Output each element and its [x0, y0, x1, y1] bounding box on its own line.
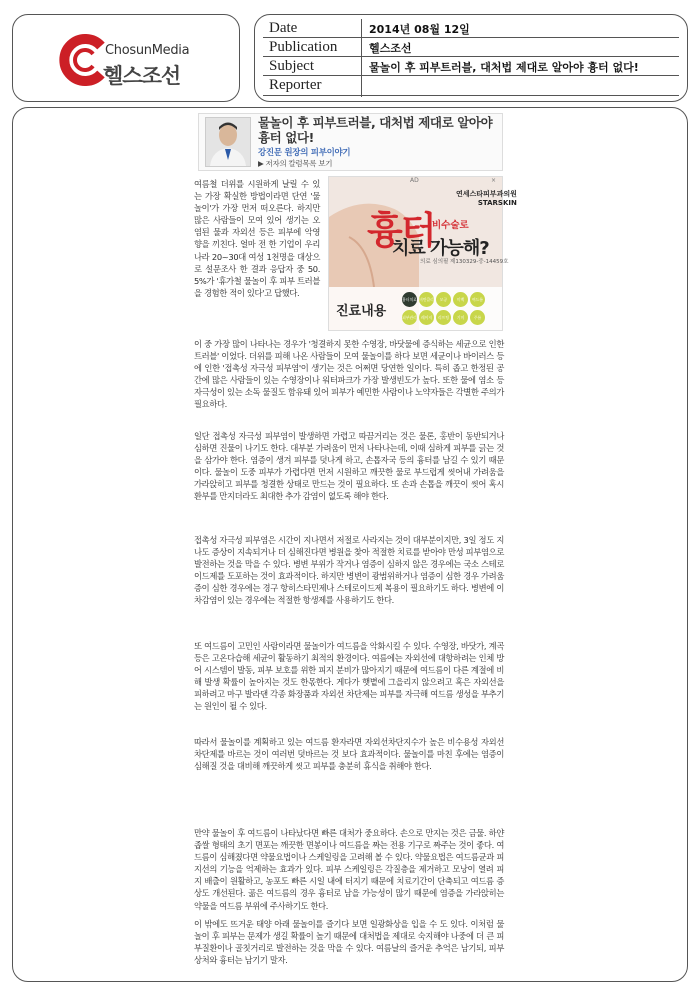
article-paragraph: 따라서 물놀이를 계획하고 있는 여드름 환자라면 자외선차단지수가 높은 비수용성 자외선 차단제를 바르는 것이 여러번 덧바르는 것 보다 효과적이다. 물놀이를 마친 후에는 염증이 심해질 것을 대비해 깨끗하게 씻고 피부를 충분히 휴식을 취해야 한다. — [194, 737, 504, 772]
article-paragraph: 접촉성 자극성 피부염은 시간이 지나면서 저절로 사라지는 것이 대부분이지만, 3일 정도 지나도 증상이 지속되거나 더 심해진다면 병원을 찾아 적절한 치료를 받아야 만성 피부염으로 발전하는 것을 막을 수 있다. 병변 부위가 작거나 염증이 심하지 않은 경우에는 국소 스테로이드제를 도포하는 것이 효과적이다. 하지만 병변이 광범위하거나 염증이 심한 경우 가려움증이 심한 경우에는 경구 항히스타민제나 스테로이드제 복용이 필요하기도 하다. 병변에 이차감염이 있는 경우에는 적절한 항생제를 사용하기도 한다. — [194, 535, 504, 606]
column-name[interactable]: 강진문 원장의 피부이야기 — [258, 148, 351, 158]
logo-box — [12, 14, 240, 102]
article-paragraph: 여름철 더위를 시원하게 날릴 수 있는 가장 확실한 방법이라면 단연 '물놀이'가 가장 먼저 떠오른다. 하지만 많은 사람들이 모여 있어 생기는 오염된 물과 자외선 등은 피부에 악영향을 끼친다. 얼마 전 한 기업이 우리나라 20~30대 여성 1천명을 대상으로 설문조사 한 결과 응답자 중 50.5%가 '휴가철 물놀이 후 피부 트러블을 경험한 적이 있다'고 답했다. — [194, 179, 320, 298]
article-paragraph: 만약 물놀이 후 여드름이 나타났다면 빠른 대처가 중요하다. 손으로 만지는 것은 금물. 하얀 좁쌀 형태의 초기 면포는 깨끗한 면봉이나 여드름을 짜는 전용 기구로 짜주는 것이 좋다. 여드름이 심해졌다면 약물요법이나 스케일링을 고려해 볼 수 있다. 약물요법은 여드름균과 피지선의 기능을 억제하는 효과가 있다. 피부 스케일링은 각질층을 제거하고 모낭이 열려 피지 배출이 원활하고, 농포도 빠른 시일 내에 터지기 때문에 치료기간이 단축되고 여드름 증상도 개선된다. 곪은 여드름의 경우 흉터로 남을 가능성이 많기 때문에 염증을 가라앉히는 약물을 여드름 부위에 주사하기도 한다. — [194, 828, 504, 911]
ad-service-dot[interactable]: 기미 — [453, 310, 468, 325]
article-paragraph: 일단 접촉성 자극성 피부염이 발생하면 가렵고 따끔거리는 것은 물론, 홍반이 동반되거나 심하면 진물이 나기도 한다. 대부분 가려움이 먼저 나타나는데, 이때 심하게 피부를 긁는 것을 삼가야 한다. 염증이 생겨 피부를 덧나게 하고, 손톱자국 등의 흉터를 남길 수 있기 때문이다. 물놀이 도중 피부가 가렵다면 먼저 시원하고 깨끗한 물로 부드럽게 씻어내 가려움을 가라앉히고 피부를 청결한 상태로 만드는 것이 필요하다. 또 손과 손톱을 깨끗이 씻어 혹시 환부를 만지더라도 최대한 추가 감염이 없도록 해야 한다. — [194, 431, 504, 502]
chosun-media-logo-icon — [57, 34, 109, 86]
meta-row-publication — [255, 38, 687, 56]
article-title: 물놀이 후 피부트러블, 대처법 제대로 알아야 흉터 없다! — [258, 115, 493, 145]
ad-cure-text: 치료 가능해? — [392, 238, 489, 259]
logo-bottom-text: 헬스조선 — [103, 64, 181, 88]
ad-service-dot[interactable]: 리프팅 — [436, 310, 451, 325]
author-portrait-icon — [206, 118, 250, 166]
ad-service-dot[interactable]: 흉터치료 — [402, 292, 417, 307]
ad-tag: AD — [410, 177, 419, 184]
author-photo — [205, 117, 251, 167]
article-paragraph: 또 여드름이 고민인 사람이라면 물놀이가 여드름을 악화시킬 수 있다. 수영장, 바닷가, 계곡 등은 고온다습해 세균이 활동하기 최적의 환경이다. 여름에는 자외선에 대항하려는 인체 방어 시스템이 발동, 피부 보호를 위한 피지 분비가 많아지기 때문에 여드름이 다른 계절에 비해 발생 확률이 높아지는 것도 한몫한다. 게다가 햇볕에 그을리지 않으려고 혹은 자외선을 피하려고 마구 발라댄 각종 화장품과 자외선 차단제는 피부를 자극해 여드름 생성을 부추기는 원인이 될 수 있다. — [194, 641, 504, 712]
ad-service-dot[interactable]: 모공 — [436, 292, 451, 307]
meta-row-date — [255, 19, 687, 37]
ad-service-dot[interactable]: 레이저 — [419, 310, 434, 325]
logo-top-text: ChosunMedia — [105, 43, 190, 58]
ad-close-icon[interactable]: × — [491, 177, 497, 184]
article-paragraph: 이 중 가장 많이 나타나는 경우가 '청결하지 못한 수영장, 바닷물에 증식하는 세균으로 인한 트러블' 이었다. 더위를 피해 나온 사람들이 모여 물놀이를 하다 보면 세균이나 바이러스 등에 인한 '접촉성 자극성 피부염'이 생기는 것은 어쩌면 당연한 일이다. 특히 좁고 한정된 공간에 많은 사람들이 있는 수영장이나 워터파크가 가장 발생빈도가 높다. 또한 물에 염소 등 자극성이 있는 소독 물질도 함유돼 있어 피부가 예민한 사람이나 노약자들은 각별한 주의가 필요하다. — [194, 339, 504, 410]
author-columns-link[interactable]: ▶ 저자의 칼럼목록 보기 — [258, 159, 333, 168]
meta-divider-line — [263, 95, 679, 96]
meta-row-subject — [255, 57, 687, 75]
meta-row-reporter — [255, 76, 687, 94]
meta-value: 물놀이 후 피부트러블, 대처법 제대로 알아야 흉터 없다! — [369, 61, 639, 74]
ad-service-dot[interactable]: 비만클리 — [419, 292, 434, 307]
meta-value: 2014년 08월 12일 — [369, 23, 470, 36]
ad-service-dot[interactable]: 주름 — [470, 310, 485, 325]
ad-service-dot[interactable]: 여드름 — [470, 292, 485, 307]
meta-label: Publication — [269, 39, 338, 55]
meta-label: Subject — [269, 58, 314, 74]
meta-label: Date — [269, 20, 298, 36]
ad-service-dot[interactable]: 미백 — [453, 292, 468, 307]
meta-label: Reporter — [269, 77, 322, 93]
metadata-table — [254, 14, 688, 102]
meta-value: 헬스조선 — [369, 42, 412, 55]
ad-treatment-label: 진료내용 — [336, 304, 387, 319]
ad-headline: 흉터 — [367, 209, 435, 252]
ad-service-dot[interactable]: 피부관리 — [402, 310, 417, 325]
ad-license-text: 의료 심의필 제130329-중-14459호 — [420, 259, 509, 265]
article-paragraph: 이 밖에도 뜨거운 태양 아래 물놀이를 즐기다 보면 일광화상을 입을 수 도 있다. 이처럼 물놀이 후 피부는 문제가 생길 확률이 높기 때문에 대처법을 제대로 숙지해야 나중에 더 큰 피부질환이나 골칫거리로 발전하는 것을 막을 수 있다. 여름날의 즐거운 추억은 남기되, 피부 상처와 흉터는 남기기 말자. — [194, 919, 504, 966]
ad-brand: 연세스타피부과의원 STARSKIN — [456, 190, 517, 207]
ad-subheadline: 비수술로 — [432, 220, 469, 231]
